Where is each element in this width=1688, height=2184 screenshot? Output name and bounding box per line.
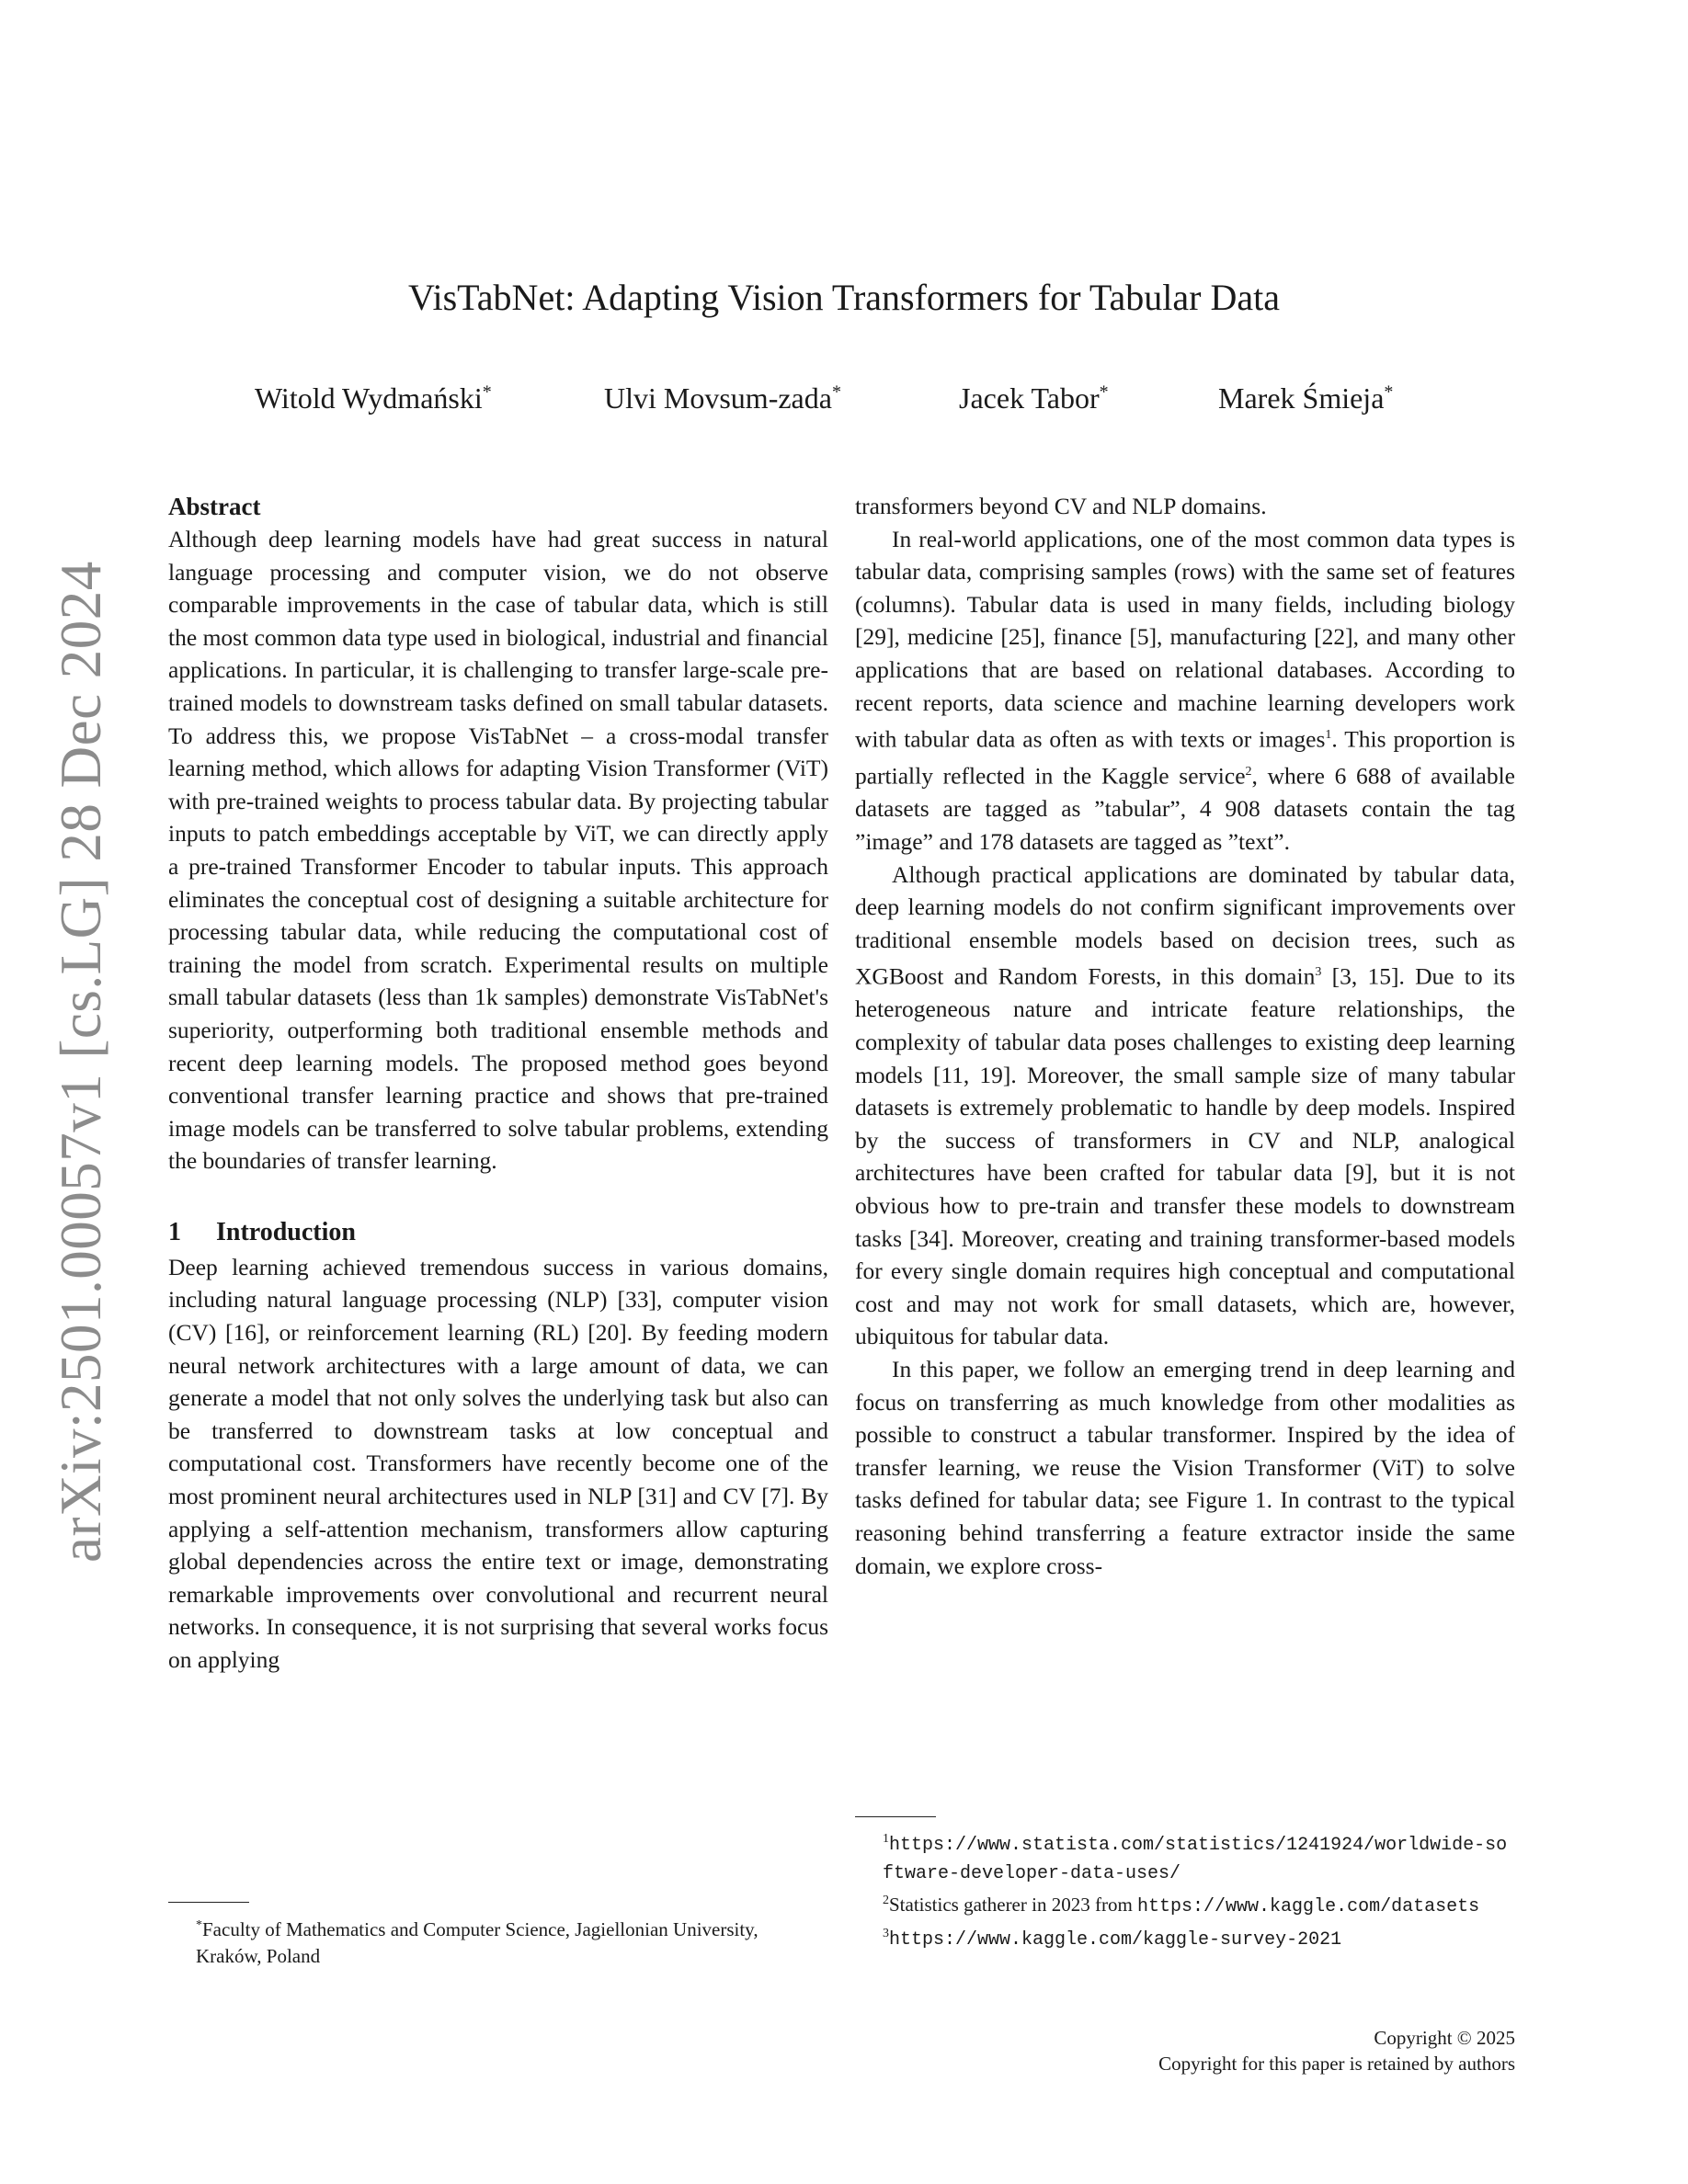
footnote-marker: 3 — [1315, 965, 1322, 980]
intro-paragraph: In real-world applications, one of the most common data types is tabular data, comprising samples (rows) with the same set of features (columns). Tabular data is used in many fields, including biology [29], medicine [25], finance [5], manufacturing [22], and many other applications that are based on relational databases. According to recent reports, data science and machine learning developers work with tabular data as often as with texts or images$^1$. This proportion is partially reflected in the Kaggle service$^2$, where 6 688 of available datasets are tagged as ”tabular”, 4 908 datasets contain the tag ”image” and 178 datasets are tagged as ”text”. — [855, 525, 1515, 855]
author-name: Ulvi Movsum-zada* — [604, 381, 841, 415]
footnote-item: $^2$Statistics gatherer in 2023 from https://www.kaggle.com/datasets — [883, 1894, 1480, 1917]
arxiv-identifier-stamp: arXiv:2501.00057v1 [cs.LG] 28 Dec 2024 — [49, 561, 113, 1563]
intro-paragraph-continued: transformers beyond CV and NLP domains. — [855, 493, 1267, 519]
footnote-link[interactable]: https://www.kaggle.com/datasets — [1137, 1896, 1480, 1917]
copyright-line: Copyright for this paper is retained by authors — [1158, 2053, 1515, 2075]
footnote-marker: 2 — [1245, 765, 1252, 779]
section-heading-introduction — [168, 1214, 828, 1251]
copyright-line: Copyright © 2025 — [1374, 2027, 1515, 2049]
url-footnotes — [855, 1826, 1515, 1953]
paper-title: VisTabNet: Adapting Vision Transformers for Tabular Data — [408, 277, 1280, 318]
section-number: 1 — [168, 1217, 181, 1246]
footnote-item: $^1$https://www.statista.com/statistics/1241924/worldwide-software-developer-data-uses/ — [883, 1832, 1508, 1884]
intro-paragraph: Although practical applications are dominated by tabular data, deep learning models do not confirm significant improvements over traditional ensemble models based on decision trees, such as XGBoost and Random Forests, in this domain$^3$ [3, 15]. Due to its heterogeneous nature and intricate feature relationships, the complexity of tabular data poses challenges to existing deep learning models [11, 19]. Moreover, the small sample size of many tabular datasets is extremely problematic to handle by deep models. Inspired by the success of transformers in CV and NLP, analogical architectures have been crafted for tabular data [9], but it is not obvious how to pre-train and transfer these models to downstream tasks [34]. Moreover, creating and training transformer-based models for every single domain requires high conceptual and computational cost and may not work for small datasets, which are, however, ubiquitous for tabular data. — [855, 860, 1515, 1350]
section-title: Introduction — [216, 1217, 356, 1246]
left-column — [168, 490, 828, 1677]
affiliation-footnote — [168, 1912, 828, 1970]
author-name: Jacek Tabor* — [959, 381, 1109, 415]
affiliation-text: Faculty of Mathematics and Computer Science, Jagiellonian University, Kraków, Poland — [196, 1918, 758, 1967]
footnote-link[interactable]: https://www.kaggle.com/kaggle-survey-2021 — [889, 1929, 1342, 1951]
footnote-divider — [168, 1902, 249, 1903]
abstract-text: Although deep learning models have had great success in natural language processing and computer vision, we do not observe comparable improvements in the case of tabular data, which is still the most common data type used in biological, industrial and financial applications. In particular, it is challenging to transfer large-scale pre-trained models to downstream tasks defined on small tabular datasets. To address this, we propose VisTabNet – a cross-modal transfer learning method, which allows for adapting Vision Transformer (ViT) with pre-trained weights to process tabular data. By projecting tabular inputs to patch embeddings acceptable by ViT, we can directly apply a pre-trained Transformer Encoder to tabular inputs. This approach eliminates the conceptual cost of designing a suitable architecture for processing tabular data, while reducing the computational cost of training the model from scratch. Experimental results on multiple small tabular datasets (less than 1k samples) demonstrate VisTabNet's superiority, outperforming both traditional ensemble methods and recent deep learning models. The proposed method goes beyond conventional transfer learning practice and shows that pre-trained image models can be transferred to solve tabular problems, extending the boundaries of transfer learning. — [168, 526, 828, 1175]
footnote-item: $^3$https://www.kaggle.com/kaggle-survey-2021 — [883, 1927, 1342, 1951]
abstract-heading: Abstract — [168, 493, 261, 520]
intro-paragraph: In this paper, we follow an emerging trend in deep learning and focus on transferring as much knowledge from other modalities as possible to construct a tabular transformer. Inspired by the idea of transfer learning, we reuse the Vision Transformer (ViT) to solve tasks defined for tabular data; see Figure 1. In contrast to the typical reasoning behind transferring a feature extractor inside the same domain, we explore cross- — [855, 1355, 1515, 1579]
footnote-divider — [855, 1816, 936, 1817]
author-name: Marek Śmieja* — [1218, 381, 1394, 415]
author-name: Witold Wydmański* — [255, 381, 492, 415]
copyright-notice — [1158, 2025, 1515, 2076]
intro-paragraph: Deep learning achieved tremendous success in various domains, including natural language processing (NLP) [33], computer vision (CV) [16], or reinforcement learning (RL) [20]. By feeding modern neural network architectures with a large amount of data, we can generate a model that not only solves the underlying task but also can be transferred to downstream tasks at low conceptual and computational cost. Transformers have recently become one of the most prominent neural architectures used in NLP [31] and CV [7]. By applying a self-attention mechanism, transformers allow capturing global dependencies across the entire text or image, demonstrating remarkable improvements over convolutional and recurrent neural networks. In consequence, it is not surprising that several works focus on applying — [168, 1253, 828, 1673]
footnote-marker: 1 — [1325, 728, 1332, 743]
right-column — [855, 490, 1515, 1582]
footnote-marker: * — [196, 1918, 202, 1932]
footnote-link[interactable]: https://www.statista.com/statistics/1241924/worldwide-software-developer-data-uses/ — [883, 1835, 1508, 1884]
